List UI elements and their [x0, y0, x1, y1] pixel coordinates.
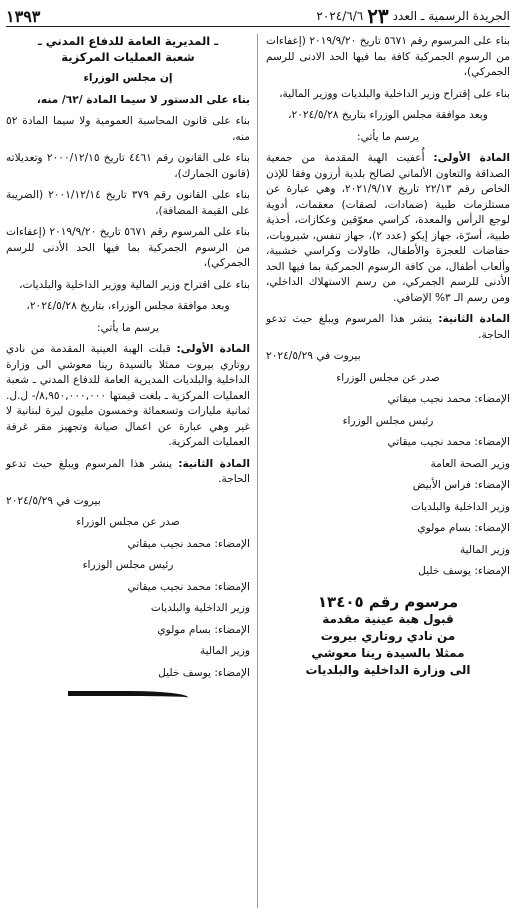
decree-subject-line: ممثلا بالسيدة رينا معوشي — [311, 645, 465, 660]
signatory-role: وزير الداخلية والبلديات — [150, 602, 250, 614]
article-text: قبلت الهبة العينية المقدمة من نادي روتاري بيروت ممثلا بالسيدة رينا معوشي الى وزارة الداخلية والبلديات المديرية العامة للدفاع المدني ـ شعبة العمليات المركزية ـ بلغت قيمتها ٨,٩٥٠,٠٠٠,٠٠٠/- ل.ل. ثمانية مليارات وتسعمائة وخمسون مليون ليرة لبنانية لا غير وهي عبارة عن اعمال صيانة وتجهيز مقر غرفة العمليات المركزية. — [6, 343, 251, 448]
article-one — [6, 342, 250, 451]
place-date: بيروت في ٢٠٢٤/٥/٢٩ — [266, 350, 361, 362]
place-date: بيروت في ٢٠٢٤/٥/٢٩ — [6, 494, 101, 507]
signatory-name: الإمضاء: محمد نجيب ميقاتي — [387, 436, 510, 448]
signature-block — [6, 515, 250, 681]
signatory-role: وزير المالية — [199, 645, 250, 657]
signatory-role: وزير المالية — [459, 543, 510, 556]
article-label: المادة الأولى: — [433, 152, 510, 164]
header-title — [316, 4, 510, 28]
article-label: المادة الأولى: — [176, 343, 250, 355]
signatory-role: رئيس مجلس الوزراء — [82, 559, 174, 571]
preamble-paragraph: بناء على إقتراح وزير الداخلية والبلديات ووزير المالية، — [279, 87, 510, 100]
directorate-heading — [6, 34, 250, 65]
directorate-line: شعبة العمليات المركزية — [61, 49, 195, 64]
signatory-name: الإمضاء: فراس الأبيض — [412, 479, 510, 491]
right-column — [266, 34, 510, 679]
decree-number: مرسوم رقم ١٣٤٠٥ — [317, 592, 459, 611]
article-one — [266, 151, 510, 306]
article-label: المادة الثانية: — [438, 313, 510, 325]
signatory-name: الإمضاء: بسام مولوي — [157, 623, 250, 636]
signatory-role: وزير الصحة العامة — [430, 457, 510, 470]
decree-subject-line: قبول هبة عينية مقدمة — [322, 611, 454, 626]
approval-paragraph: وبعد موافقة مجلس الوزراء بتاريخ ٢٠٢٤/٥/٢٨، — [288, 109, 488, 121]
preamble-paragraph: بناء على المرسوم رقم ٥٦٧١ تاريخ ٢٠١٩/٩/٢٠ (إعفاءات من الرسوم الجمركية كافة بما فيها الحد الادنى للرسم الجمركي)، — [266, 35, 510, 78]
preamble-paragraph: بناء على القانون رقم ٤٤٦١ تاريخ ٢٠٠٠/١٢/١٥ وتعديلاته (قانون الجمارك)، — [6, 152, 250, 180]
preamble-paragraph: بناء على القانون رقم ٣٧٩ تاريخ ٢٠٠١/١٢/١٤ (الضريبة على القيمة المضافة)، — [6, 189, 251, 217]
preamble-paragraph: بناء على قانون المحاسبة العمومية ولا سيما المادة ٥٢ منه، — [6, 115, 250, 143]
article-label: المادة الثانية: — [178, 457, 250, 470]
left-column — [6, 34, 250, 704]
decree-subject-line: من نادي روتاري بيروت — [320, 628, 456, 643]
article-two — [6, 457, 250, 488]
preamble-paragraph: بناء على اقتراح وزير المالية ووزير الداخلية والبلديات، — [19, 278, 250, 291]
signature-block — [266, 371, 510, 580]
signatory-name: الإمضاء: يوسف خليل — [418, 565, 510, 577]
signatory-role: رئيس مجلس الوزراء — [342, 414, 434, 427]
approval-paragraph: وبعد موافقة مجلس الوزراء، بتاريخ ٢٠٢٤/٥/٢٨، — [26, 300, 230, 312]
signatory-name: الإمضاء: محمد نجيب ميقاتي — [127, 580, 250, 593]
signatory-role: صدر عن مجلس الوزراء — [76, 516, 180, 528]
article-text: ينشر هذا المرسوم ويبلغ حيث تدعو الحاجة. — [6, 457, 250, 485]
page-number: ١٣٩٣ — [6, 6, 41, 26]
article-text: أُعفيت الهبة المقدمة من جمعية الصداقة والتعاون الألماني لصالح بلدية أرزون وفقا للإذن الخاص رقم ٢٢/١٣ تاريخ ٢٠٢١/٩/١٧، وهي عبارة عن مستلزمات طبية (ضمادات، لصقات) معقمات، أدوية لوجع الرأس والمعدة، كراسي معوّقين وعكازات، أحذية طبية، أسرّة، جهاز إيكو (عدد ٢)، جهاز تنفس، شيرويات، حفاضات للعجزة والأطفال، طاولات وكراسي خشبية، وألعاب أطفال، من كافة الرسوم الجمركية بما فيها الحد الأدنى للرسم الجمركي، من رسم الاستهلاك الداخلي، ومن رسم الـ ٣% الإضافي. — [266, 152, 510, 304]
signatory-role: وزير الداخلية والبلديات — [410, 500, 510, 513]
signatory-role: صدر عن مجلس الوزراء — [336, 371, 440, 384]
article-text: ينشر هذا المرسوم ويبلغ حيث تدعو الحاجة. — [266, 313, 510, 341]
signatory-name: الإمضاء: محمد نجيب ميقاتي — [127, 537, 250, 550]
issue-date: ٢٠٢٤/٦/٦ — [316, 9, 364, 23]
page-header — [6, 6, 510, 27]
decree-intro: يرسم ما يأتي: — [357, 130, 419, 143]
article-two — [266, 312, 510, 343]
column-divider — [257, 34, 258, 908]
gazette-name: الجريدة الرسمية ـ العدد — [392, 9, 510, 23]
signatory-name: الإمضاء: بسام مولوي — [417, 522, 510, 534]
decree-subject-line: الى وزارة الداخلية والبلديات — [305, 662, 471, 677]
decree-title — [266, 594, 510, 679]
preamble-paragraph: بناء على المرسوم رقم ٥٦٧١ تاريخ ٢٠١٩/٩/٢٠ (إعفاءات من الرسوم الجمركية بما فيها الحد الأدنى للرسم الجمركي)، — [6, 226, 250, 269]
council-heading: إن مجلس الوزراء — [83, 72, 173, 84]
signatory-name: الإمضاء: يوسف خليل — [158, 666, 250, 679]
section-separator — [68, 691, 188, 704]
issue-number: ٢٣ — [367, 4, 389, 28]
decree-intro: يرسم ما يأتي: — [97, 321, 159, 334]
preamble-paragraph: بناء على الدستور لا سيما المادة /٦٢/ منه، — [36, 93, 250, 106]
directorate-line: ـ المديرية العامة للدفاع المدني ـ — [37, 34, 219, 48]
signatory-name: الإمضاء: محمد نجيب ميقاتي — [387, 393, 510, 405]
